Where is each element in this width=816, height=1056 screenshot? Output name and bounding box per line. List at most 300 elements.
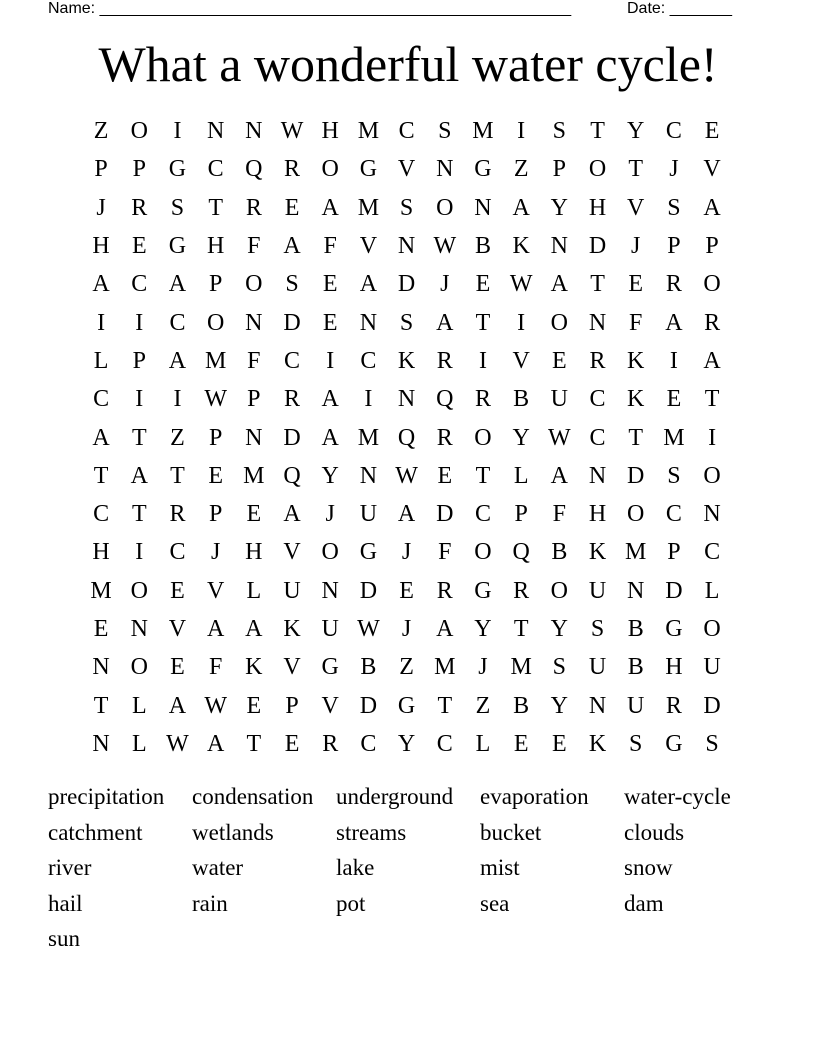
grid-letter: I <box>135 539 144 566</box>
grid-letter: C <box>665 118 682 145</box>
grid-letter: P <box>667 233 681 260</box>
grid-letter: R <box>665 271 682 298</box>
grid-letter: M <box>357 118 380 145</box>
word-bank-item: water-cycle <box>624 784 731 809</box>
grid-letter: R <box>245 194 262 221</box>
grid-row <box>82 457 732 495</box>
grid-letter: W <box>357 616 380 642</box>
grid-letter: J <box>631 233 641 260</box>
grid-letter: T <box>628 424 644 451</box>
grid-letter: C <box>360 730 377 757</box>
grid-letter: E <box>399 577 414 604</box>
grid-letter: P <box>667 539 681 566</box>
word-bank-item: streams <box>336 819 407 845</box>
grid-letter: C <box>398 118 415 145</box>
grid-letter: P <box>247 386 261 413</box>
grid-letter: N <box>703 501 721 528</box>
grid-letter: N <box>397 386 416 413</box>
grid-letter: M <box>663 424 685 451</box>
grid-letter: E <box>246 501 262 528</box>
grid-letter: M <box>243 462 265 489</box>
grid-letter: A <box>550 462 569 489</box>
word-bank-item: condensation <box>192 784 314 809</box>
word-bank-item: river <box>48 855 92 881</box>
grid-letter: F <box>247 233 261 260</box>
grid-letter: R <box>589 347 606 374</box>
grid-letter: N <box>92 730 110 757</box>
grid-letter: M <box>357 194 380 221</box>
grid-letter: Y <box>627 118 645 145</box>
grid-letter: O <box>321 539 339 566</box>
grid-letter: S <box>438 118 452 145</box>
grid-letter: R <box>436 347 453 374</box>
grid-letter: Z <box>513 156 529 183</box>
grid-letter: A <box>168 271 187 298</box>
grid-letter: W <box>509 271 533 298</box>
grid-letter: S <box>399 309 414 336</box>
grid-row <box>82 495 732 533</box>
grid-letter: N <box>206 118 225 145</box>
grid-letter: S <box>285 271 299 298</box>
grid-row <box>82 725 732 763</box>
grid-letter: N <box>130 616 148 642</box>
grid-letter: W <box>433 233 457 260</box>
grid-letter: P <box>208 501 223 528</box>
grid-letter: H <box>588 194 607 221</box>
grid-row <box>82 610 732 648</box>
grid-letter: V <box>627 194 645 221</box>
word-bank-item: clouds <box>624 819 685 845</box>
grid-letter: J <box>325 501 335 528</box>
grid-letter: A <box>321 424 339 451</box>
grid-letter: O <box>130 577 148 604</box>
grid-letter: E <box>170 654 185 681</box>
word-bank-item: rain <box>192 890 228 916</box>
word-bank-item: evaporation <box>480 784 589 809</box>
grid-letter: A <box>550 271 569 298</box>
grid-letter: U <box>283 577 301 604</box>
grid-letter: L <box>475 730 491 757</box>
grid-letter: E <box>93 616 109 642</box>
grid-letter: P <box>514 501 528 528</box>
grid-row <box>82 189 732 227</box>
grid-letter: D <box>359 577 378 604</box>
grid-letter: C <box>284 347 301 374</box>
grid-letter: B <box>513 692 530 719</box>
grid-letter: T <box>170 462 185 489</box>
grid-letter: L <box>131 692 147 719</box>
grid-letter: R <box>704 309 721 336</box>
grid-letter: B <box>513 386 530 413</box>
grid-letter: E <box>284 194 300 221</box>
grid-letter: U <box>550 386 569 413</box>
grid-letter: S <box>552 654 567 681</box>
grid-letter: W <box>548 424 571 451</box>
grid-letter: A <box>703 194 721 221</box>
grid-letter: O <box>550 309 569 336</box>
grid-letter: M <box>204 347 227 374</box>
grid-letter: Q <box>397 424 416 451</box>
grid-letter: I <box>135 309 144 336</box>
grid-letter: W <box>166 730 189 757</box>
grid-letter: O <box>436 194 454 221</box>
page-title: What a wonderful water cycle! <box>98 36 718 92</box>
grid-letter: B <box>551 539 568 566</box>
grid-letter: M <box>434 654 456 681</box>
grid-letter: S <box>590 616 605 642</box>
grid-letter: I <box>669 347 678 374</box>
grid-letter: J <box>96 194 106 221</box>
grid-letter: N <box>627 577 645 604</box>
grid-letter: D <box>283 424 301 451</box>
grid-letter: E <box>513 730 529 757</box>
grid-letter: L <box>93 347 109 374</box>
word-bank-item: precipitation <box>48 784 165 809</box>
grid-letter: A <box>168 692 187 719</box>
grid-letter: H <box>665 654 683 681</box>
grid-letter: V <box>703 156 721 183</box>
grid-letter: L <box>704 577 720 604</box>
grid-letter: L <box>246 577 262 604</box>
grid-letter: V <box>283 539 301 566</box>
grid-letter: W <box>204 386 227 413</box>
grid-letter: N <box>245 118 263 145</box>
grid-letter: W <box>280 118 304 145</box>
grid-letter: O <box>321 156 339 183</box>
grid-letter: N <box>588 692 607 719</box>
grid-letter: N <box>245 309 263 336</box>
grid-letter: N <box>436 156 454 183</box>
grid-letter: Y <box>550 194 569 221</box>
grid-letter: J <box>440 271 450 298</box>
grid-letter: U <box>321 616 339 642</box>
grid-letter: O <box>245 271 263 298</box>
name-line: Name: _____________________________________________________ <box>48 0 572 17</box>
grid-row <box>82 303 732 341</box>
grid-letter: Z <box>399 654 414 681</box>
grid-letter: P <box>132 156 146 183</box>
grid-letter: P <box>94 156 108 183</box>
grid-letter: N <box>321 577 339 604</box>
grid-letter: Y <box>397 730 416 757</box>
grid-letter: F <box>247 347 261 374</box>
grid-letter: T <box>131 501 147 528</box>
grid-letter: A <box>512 194 530 221</box>
grid-row <box>82 112 732 150</box>
grid-letter: A <box>321 386 339 413</box>
grid-letter: K <box>512 233 530 260</box>
grid-letter: U <box>588 654 607 681</box>
grid-letter: T <box>590 118 605 145</box>
grid-letter: A <box>92 271 110 298</box>
grid-letter: R <box>284 386 301 413</box>
grid-letter: O <box>627 501 645 528</box>
grid-letter: P <box>208 271 223 298</box>
grid-row <box>82 686 732 724</box>
grid-letter: F <box>208 654 223 681</box>
grid-letter: C <box>474 501 491 528</box>
grid-letter: T <box>93 462 109 489</box>
grid-letter: G <box>321 654 339 681</box>
grid-letter: F <box>323 233 337 260</box>
word-bank-item: dam <box>624 890 664 916</box>
grid-letter: D <box>397 271 416 298</box>
grid-letter: K <box>588 539 607 566</box>
grid-letter: P <box>208 424 223 451</box>
grid-letter: W <box>204 692 227 719</box>
grid-letter: R <box>513 577 530 604</box>
grid-letter: E <box>552 347 567 374</box>
grid-letter: N <box>397 233 416 260</box>
grid-letter: A <box>436 309 454 336</box>
grid-letter: E <box>475 271 491 298</box>
date-line: Date: _______ <box>627 0 732 17</box>
grid-letter: P <box>132 347 146 374</box>
grid-letter: J <box>401 539 412 566</box>
grid-letter: T <box>513 616 529 642</box>
grid-letter: S <box>170 194 185 221</box>
grid-letter: C <box>704 539 721 566</box>
grid-letter: H <box>206 233 225 260</box>
grid-letter: O <box>130 654 148 681</box>
grid-letter: G <box>397 692 416 719</box>
grid-letter: N <box>92 654 110 681</box>
grid-letter: A <box>206 616 225 642</box>
grid-letter: Q <box>283 462 301 489</box>
grid-row <box>82 572 732 610</box>
grid-letter: T <box>246 730 262 757</box>
grid-letter: E <box>170 577 185 604</box>
grid-letter: T <box>93 692 109 719</box>
grid-letter: O <box>474 539 492 566</box>
grid-letter: R <box>436 577 453 604</box>
grid-letter: T <box>475 309 491 336</box>
grid-letter: D <box>627 462 645 489</box>
grid-letter: T <box>475 462 491 489</box>
grid-letter: T <box>590 271 605 298</box>
grid-row <box>82 380 732 418</box>
grid-letter: H <box>245 539 263 566</box>
grid-letter: G <box>168 156 187 183</box>
grid-letter: T <box>704 386 720 413</box>
grid-letter: P <box>285 692 299 719</box>
grid-letter: R <box>665 692 682 719</box>
grid-letter: K <box>283 616 301 642</box>
grid-row <box>82 150 732 188</box>
grid-letter: Z <box>170 424 185 451</box>
grid-letter: N <box>588 462 607 489</box>
grid-letter: Z <box>475 692 491 719</box>
grid-letter: K <box>627 386 645 413</box>
grid-letter: I <box>97 309 106 336</box>
grid-letter: O <box>703 616 721 642</box>
grid-letter: A <box>283 233 301 260</box>
grid-letter: L <box>513 462 529 489</box>
grid-row <box>82 265 732 303</box>
grid-letter: E <box>246 692 262 719</box>
grid-letter: R <box>284 156 301 183</box>
grid-letter: G <box>665 730 683 757</box>
grid-letter: F <box>552 501 567 528</box>
grid-letter: D <box>703 692 721 719</box>
grid-letter: G <box>359 156 378 183</box>
grid-letter: D <box>359 692 378 719</box>
grid-letter: S <box>552 118 567 145</box>
grid-letter: P <box>705 233 719 260</box>
grid-letter: Y <box>550 616 569 642</box>
grid-letter: M <box>357 424 380 451</box>
grid-letter: G <box>359 539 378 566</box>
grid-letter: T <box>131 424 147 451</box>
grid-letter: M <box>90 577 112 604</box>
grid-letter: D <box>665 577 683 604</box>
grid-letter: A <box>436 616 454 642</box>
grid-letter: M <box>625 539 647 566</box>
grid-letter: E <box>552 730 567 757</box>
grid-letter: A <box>92 424 110 451</box>
grid-row <box>82 227 732 265</box>
word-bank-item: hail <box>48 890 83 916</box>
grid-letter: Q <box>436 386 454 413</box>
grid-letter: V <box>206 577 225 604</box>
grid-letter: E <box>284 730 300 757</box>
grid-letter: D <box>436 501 454 528</box>
grid-letter: C <box>207 156 224 183</box>
grid-letter: I <box>364 386 373 413</box>
word-bank-item: sea <box>480 890 510 916</box>
grid-letter: S <box>399 194 414 221</box>
grid-letter: A <box>130 462 148 489</box>
grid-letter: I <box>708 424 717 451</box>
grid-letter: A <box>283 501 301 528</box>
grid-letter: O <box>474 424 492 451</box>
grid-letter: H <box>92 539 110 566</box>
grid-letter: R <box>322 730 339 757</box>
grid-letter: B <box>627 616 644 642</box>
grid-letter: J <box>478 654 488 681</box>
grid-letter: Z <box>93 118 109 145</box>
grid-letter: W <box>395 462 418 489</box>
grid-letter: A <box>703 347 721 374</box>
grid-letter: E <box>322 271 338 298</box>
grid-letter: V <box>397 156 416 183</box>
word-bank-item: water <box>192 855 244 881</box>
grid-letter: H <box>588 501 607 528</box>
grid-letter: S <box>667 194 681 221</box>
grid-letter: O <box>550 577 569 604</box>
grid-letter: U <box>588 577 607 604</box>
word-bank-item: catchment <box>48 819 143 845</box>
grid-letter: K <box>627 347 645 374</box>
grid-letter: F <box>438 539 452 566</box>
grid-letter: P <box>552 156 567 183</box>
grid-letter: D <box>588 233 607 260</box>
grid-letter: T <box>628 156 644 183</box>
grid-letter: S <box>705 730 719 757</box>
grid-letter: I <box>478 347 487 374</box>
grid-letter: V <box>359 233 378 260</box>
grid-row <box>82 418 732 456</box>
grid-letter: C <box>589 386 606 413</box>
grid-letter: A <box>359 271 378 298</box>
grid-letter: A <box>168 347 187 374</box>
grid-letter: E <box>437 462 453 489</box>
grid-letter: C <box>93 501 110 528</box>
grid-letter: J <box>669 156 679 183</box>
grid-letter: R <box>436 424 453 451</box>
grid-letter: K <box>397 347 416 374</box>
grid-letter: C <box>93 386 110 413</box>
grid-letter: O <box>703 271 721 298</box>
grid-letter: S <box>629 730 643 757</box>
grid-letter: C <box>360 347 377 374</box>
grid-letter: H <box>92 233 110 260</box>
grid-letter: V <box>283 654 301 681</box>
grid-letter: E <box>208 462 223 489</box>
grid-letter: U <box>359 501 378 528</box>
grid-letter: C <box>436 730 453 757</box>
grid-letter: K <box>588 730 607 757</box>
word-bank-item: underground <box>336 784 454 809</box>
grid-letter: V <box>512 347 530 374</box>
grid-letter: N <box>550 233 569 260</box>
grid-letter: O <box>588 156 607 183</box>
word-bank <box>48 780 768 958</box>
grid-letter: U <box>627 692 645 719</box>
grid-letter: Y <box>550 692 569 719</box>
grid-letter: Y <box>321 462 339 489</box>
grid-letter: R <box>131 194 148 221</box>
letter-grid <box>82 112 732 763</box>
grid-letter: Y <box>512 424 530 451</box>
grid-letter: O <box>206 309 225 336</box>
grid-letter: I <box>173 118 182 145</box>
grid-letter: E <box>666 386 682 413</box>
grid-letter: O <box>130 118 148 145</box>
word-bank-item: pot <box>336 890 366 916</box>
grid-letter: I <box>326 347 335 374</box>
grid-letter: D <box>283 309 301 336</box>
grid-letter: G <box>474 577 492 604</box>
grid-letter: N <box>474 194 492 221</box>
grid-letter: C <box>589 424 606 451</box>
grid-letter: C <box>169 539 186 566</box>
word-bank-item: bucket <box>480 819 542 845</box>
grid-letter: C <box>665 501 682 528</box>
grid-letter: A <box>397 501 416 528</box>
grid-letter: T <box>208 194 223 221</box>
grid-letter: A <box>245 616 263 642</box>
grid-letter: R <box>474 386 491 413</box>
grid-row <box>82 648 732 686</box>
grid-letter: N <box>245 424 263 451</box>
grid-letter: M <box>472 118 494 145</box>
grid-letter: N <box>359 462 378 489</box>
grid-letter: B <box>360 654 377 681</box>
grid-letter: V <box>168 616 187 642</box>
grid-letter: J <box>210 539 221 566</box>
grid-letter: A <box>206 730 225 757</box>
grid-letter: R <box>169 501 186 528</box>
grid-letter: B <box>474 233 491 260</box>
grid-letter: N <box>359 309 378 336</box>
word-bank-item: mist <box>480 855 520 881</box>
grid-letter: G <box>168 233 187 260</box>
grid-letter: S <box>667 462 681 489</box>
grid-letter: I <box>135 386 144 413</box>
grid-letter: B <box>627 654 644 681</box>
grid-letter: E <box>628 271 644 298</box>
